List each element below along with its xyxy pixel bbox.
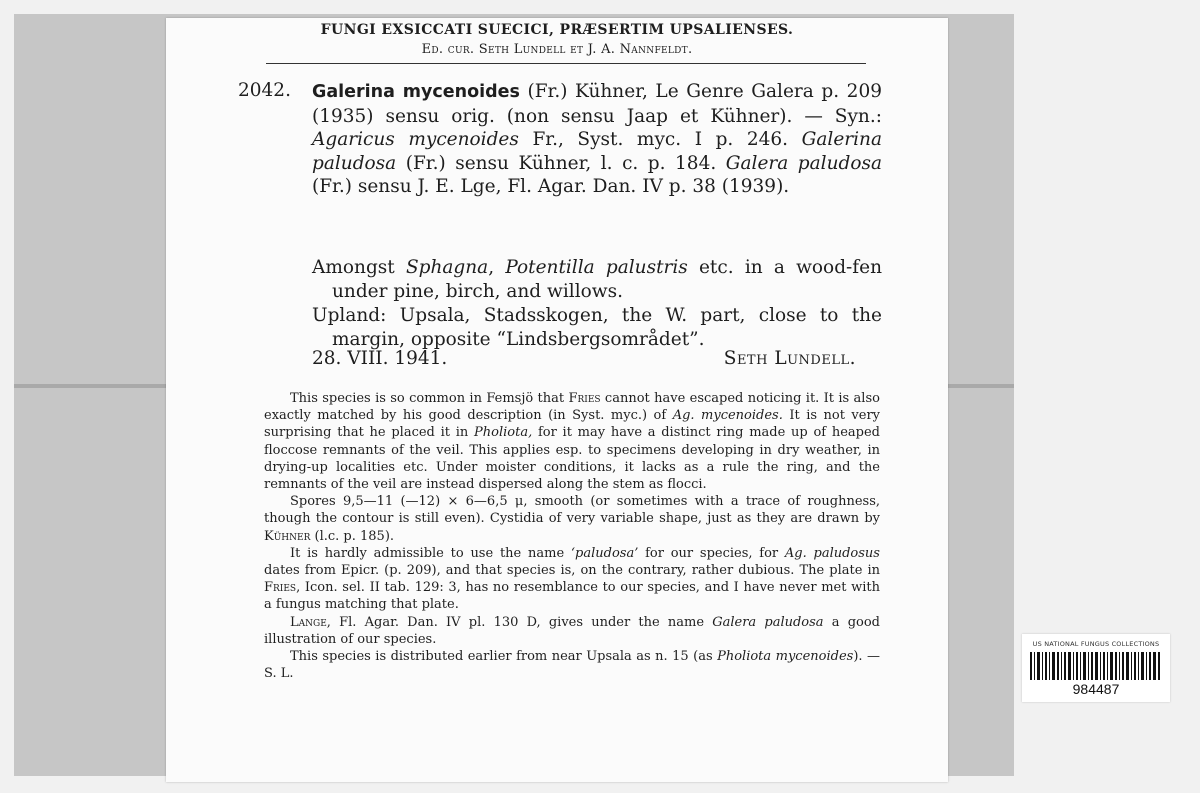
species-entry bbox=[312, 80, 882, 199]
note-text: a good illustration of our species. bbox=[264, 614, 881, 647]
header-rule bbox=[266, 63, 866, 64]
note-text: It is not very surprising that he placed it in bbox=[264, 408, 881, 441]
synonym-prefix: — Syn.: bbox=[804, 105, 882, 127]
habitat-taxon-1: Sphagna bbox=[405, 257, 489, 278]
note-text: This species is so common in Femsjö that bbox=[290, 391, 565, 406]
note-text: ). — S. L. bbox=[264, 649, 880, 682]
note-text: for it may have a distinct ring made up of heaped floccose remnants of the veil. This applies esp. to specimens developing in dry weather, in drying-up localities etc. Under moister conditions, it lacks as a rule the ring, and the remnants of the veil are instead dispersed along the stem as flocci. bbox=[264, 425, 880, 493]
note-paragraph-2 bbox=[264, 493, 880, 545]
species-name: Galerina mycenoides bbox=[312, 82, 520, 102]
note-text: This species is distributed earlier from near Upsala as n. 15 (as bbox=[290, 649, 713, 665]
note-paragraph-3 bbox=[264, 545, 880, 614]
note-taxon: Pholiota, bbox=[474, 425, 533, 441]
exsiccata-label bbox=[166, 18, 948, 782]
note-paragraph-1 bbox=[264, 390, 880, 493]
note-text: It is hardly admissible to use the name bbox=[290, 545, 565, 561]
note-taxon: Ag. mycenoides. bbox=[672, 408, 783, 424]
note-paragraph-5 bbox=[264, 648, 880, 682]
synonym-3-ref: (Fr.) sensu J. E. Lge, Fl. Agar. Dan. IV p. 38 (1939). bbox=[312, 176, 790, 197]
note-text: cannot have escaped noticing it. It is also exactly matched by his good description (in Syst. myc.) of bbox=[264, 391, 880, 424]
note-taxon: Pholiota mycenoides bbox=[717, 649, 854, 665]
note-text: Fl. Agar. Dan. IV pl. 130 D, gives under the name bbox=[339, 614, 705, 630]
barcode-number: 984487 bbox=[1072, 681, 1120, 697]
note-author: Lange, bbox=[290, 614, 331, 630]
barcode-institution: US NATIONAL FUNGUS COLLECTIONS bbox=[1032, 640, 1160, 648]
note-author: Kühner bbox=[264, 528, 311, 544]
synonym-3-name: Galera paludosa bbox=[725, 152, 883, 174]
synonym-1-name: Agaricus mycenoides bbox=[312, 129, 519, 150]
barcode-icon bbox=[1030, 652, 1162, 680]
note-text: Spores 9,5—11 (—12) × 6—6,5 μ, smooth (or sometimes with a trace of roughness, though the contour is still even). Cystidia of very variable shape, just as they are drawn by bbox=[264, 494, 880, 527]
note-paragraph-4 bbox=[264, 614, 880, 648]
note-text: Icon. sel. II tab. 129: 3, has no resemblance to our species, and I have never met with a fungus matching that plate. bbox=[264, 580, 881, 613]
note-taxon: Galera paludosa bbox=[712, 614, 824, 630]
habitat-pre: Amongst bbox=[312, 257, 395, 278]
exsiccata-number: 2042. bbox=[238, 80, 291, 101]
species-authority: (Fr.) Kühner, Le Genre Galera p. 209 (1935) sensu orig. (non sensu Jaap et Kühner). bbox=[312, 81, 882, 127]
note-author: Fries bbox=[568, 391, 601, 406]
editors-line: Ed. cur. Seth Lundell et J. A. Nannfeldt. bbox=[421, 42, 693, 57]
barcode-label bbox=[1022, 634, 1170, 702]
series-title: FUNGI EXSICCATI SUECICI, PRÆSERTIM UPSALIENSES. bbox=[320, 22, 794, 38]
note-author: Fries, bbox=[264, 580, 301, 596]
collector-name: Seth Lundell. bbox=[723, 348, 856, 369]
note-taxon: ‘paludosa’ bbox=[570, 545, 639, 561]
habitat-post: etc. in a wood-fen under pine, birch, and willows. bbox=[332, 257, 883, 302]
collection-date: 28. VIII. 1941. bbox=[312, 348, 448, 369]
note-taxon: Ag. paludosus bbox=[784, 545, 880, 561]
note-text: for our species, for bbox=[645, 545, 779, 561]
habitat-block bbox=[312, 256, 882, 352]
locality-text: Upland: Upsala, Stadsskogen, the W. part, close to the margin, opposite “Lindsbergsområdet”. bbox=[312, 305, 882, 350]
habitat-taxon-2: Potentilla palustris bbox=[505, 257, 688, 278]
synonym-1-ref: Fr., Syst. myc. I p. 246. bbox=[532, 129, 789, 150]
synonym-2-name: Galerina paludosa bbox=[312, 129, 882, 174]
synonym-2-ref: (Fr.) sensu Kühner, l. c. p. 184. bbox=[405, 152, 717, 174]
habitat-text: Amongst Sphagna, Potentilla palustris etc. in a wood-fen under pine, birch, and willows. bbox=[312, 257, 883, 302]
note-text: (l.c. p. 185). bbox=[314, 528, 395, 544]
note-text: dates from Epicr. (p. 209), and that species is, on the contrary, rather dubious. The plate in bbox=[264, 563, 880, 579]
notes-block bbox=[264, 390, 880, 682]
